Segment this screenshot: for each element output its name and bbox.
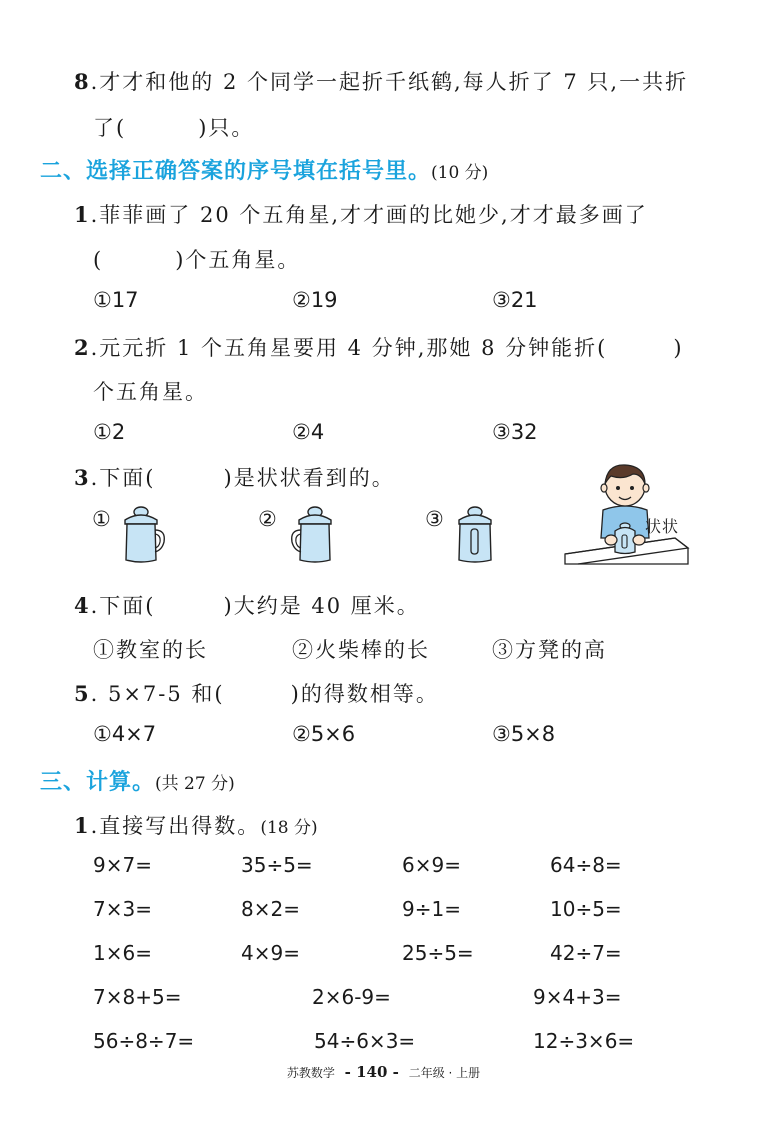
calc-item: 12÷3×6=	[533, 1029, 635, 1053]
option-3: ③21	[492, 288, 538, 312]
calc-item: 9÷1=	[402, 897, 461, 921]
footer-grade: 二年级 · 上册	[408, 1066, 481, 1080]
option-2: ②火柴棒的长	[292, 638, 430, 662]
question-8-line2	[93, 112, 254, 142]
option-2: ②4	[292, 420, 325, 444]
question-number: 1	[74, 202, 91, 227]
figure-label: 状状	[645, 517, 680, 536]
question-number: 4	[74, 593, 91, 618]
calc-item: 9×4+3=	[533, 985, 622, 1009]
section-2-title	[40, 154, 488, 185]
question-text: .菲菲画了 20 个五角星,才才画的比她少,才才最多画了	[90, 203, 648, 227]
question-text: .才才和他的 2 个同学一起折千纸鹤,每人折了 7 只,一共折	[90, 70, 689, 94]
question-text: .下面(	[90, 466, 156, 490]
question-text: )	[673, 336, 684, 360]
question-text: )的得数相等。	[290, 682, 439, 706]
calc-item: 54÷6×3=	[314, 1029, 416, 1053]
question-text: 了(	[93, 116, 127, 140]
s2-question-5-line	[74, 678, 439, 708]
option-3: ③5×8	[492, 722, 556, 746]
question-text: . 5×7-5 和(	[90, 682, 225, 706]
question-number: 1	[74, 813, 91, 838]
question-text: )只。	[198, 116, 255, 140]
calc-item: 1×6=	[93, 941, 152, 965]
page-number: - 140 -	[344, 1063, 399, 1081]
calc-item: 35÷5=	[241, 853, 313, 877]
question-8-line1	[74, 66, 688, 96]
question-number: 2	[74, 335, 91, 360]
calc-item: 10÷5=	[550, 897, 622, 921]
footer-book-title: 苏教数学	[286, 1066, 335, 1080]
option-1: ①教室的长	[93, 638, 208, 662]
question-number: 3	[74, 465, 91, 490]
calc-item: 64÷8=	[550, 853, 622, 877]
option-2: ②19	[292, 288, 338, 312]
calc-item: 56÷8÷7=	[93, 1029, 195, 1053]
pitcher-option-3-image	[455, 506, 499, 566]
s2-question-2-line2: 个五角星。	[93, 380, 208, 404]
calc-item: 6×9=	[402, 853, 461, 877]
question-number: 5	[74, 681, 91, 706]
section-points: (共 27 分)	[155, 774, 235, 794]
option-3: ③32	[492, 420, 538, 444]
option-2-label: ②	[258, 507, 277, 531]
option-1: ①17	[93, 288, 139, 312]
option-1: ①2	[93, 420, 126, 444]
s2-question-1-line1	[74, 199, 648, 229]
option-3: ③方凳的高	[492, 638, 607, 662]
question-text: )大约是 40 厘米。	[223, 594, 420, 618]
calc-item: 2×6-9=	[312, 985, 391, 1009]
question-text: )个五角星。	[175, 248, 301, 272]
s3-question-1-line	[74, 810, 318, 840]
s2-question-3-line	[74, 462, 395, 492]
question-number: 8	[74, 69, 91, 94]
pitcher-option-1-image	[119, 506, 169, 566]
calc-item: 9×7=	[93, 853, 152, 877]
page-footer	[0, 1063, 767, 1081]
section-points: (10 分)	[431, 163, 489, 183]
question-text: .直接写出得数。	[90, 814, 261, 838]
option-1: ①4×7	[93, 722, 157, 746]
question-text: .下面(	[90, 594, 156, 618]
option-3-label: ③	[425, 507, 444, 531]
calc-item: 42÷7=	[550, 941, 622, 965]
question-text: )是状状看到的。	[223, 466, 395, 490]
calc-item: 7×3=	[93, 897, 152, 921]
section-3-title	[40, 765, 235, 796]
question-text: (	[93, 248, 104, 272]
calc-item: 25÷5=	[402, 941, 474, 965]
question-points: (18 分)	[260, 818, 318, 838]
calc-item: 8×2=	[241, 897, 300, 921]
section-title-text: 三、计算。	[40, 770, 156, 795]
s2-question-4-line	[74, 590, 420, 620]
s2-question-2-line1	[74, 332, 684, 362]
pitcher-option-2-image	[287, 506, 337, 566]
question-text: .元元折 1 个五角星要用 4 分钟,那她 8 分钟能折(	[90, 336, 608, 360]
calc-item: 4×9=	[241, 941, 300, 965]
option-1-label: ①	[92, 507, 111, 531]
section-title-text: 二、选择正确答案的序号填在括号里。	[40, 159, 432, 184]
calc-item: 7×8+5=	[93, 985, 182, 1009]
option-2: ②5×6	[292, 722, 356, 746]
s2-question-1-line2	[93, 244, 300, 274]
